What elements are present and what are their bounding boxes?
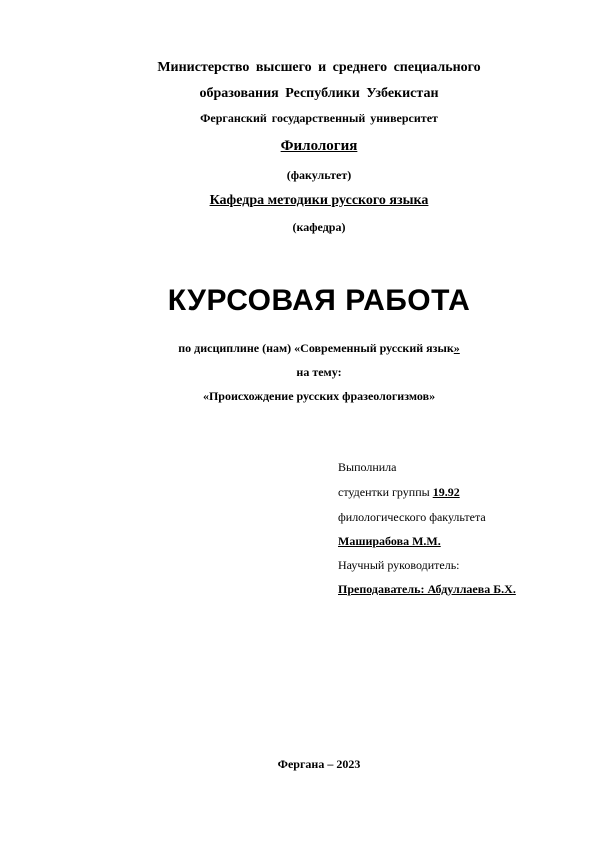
supervisor-name: Преподаватель: Абдуллаева Б.Х. (338, 582, 516, 596)
university-name: Ферганский государственный университет (200, 111, 438, 125)
faculty-line: филологического факультета (338, 510, 486, 524)
document-title: КУРСОВАЯ РАБОТА (167, 284, 471, 317)
topic-title: «Происхождение русских фразеологизмов» (202, 389, 436, 403)
group-line (338, 485, 460, 500)
department-name: Кафедра методики русского языка (209, 193, 429, 208)
discipline-text: по дисциплине (нам) «Современный русский язык (178, 341, 454, 355)
group-number: 19.92 (432, 485, 460, 499)
discipline-line (0, 341, 596, 356)
ministry-line-1: Министерство высшего и среднего специального (157, 60, 481, 75)
supervisor-label: Научный руководитель: (338, 558, 460, 572)
department-caption: (кафедра) (292, 220, 346, 234)
faculty-caption: (факультет) (286, 168, 352, 182)
faculty-name: Филология (280, 138, 358, 154)
topic-label: на тему: (296, 365, 342, 379)
city-year: Фергана – 2023 (277, 757, 361, 771)
discipline-close-quote: » (453, 341, 460, 355)
group-prefix: студентки группы (338, 485, 433, 499)
done-by-label: Выполнила (338, 460, 397, 474)
ministry-line-2: образования Республики Узбекистан (199, 86, 439, 101)
student-name: Маширабова М.М. (338, 534, 441, 548)
